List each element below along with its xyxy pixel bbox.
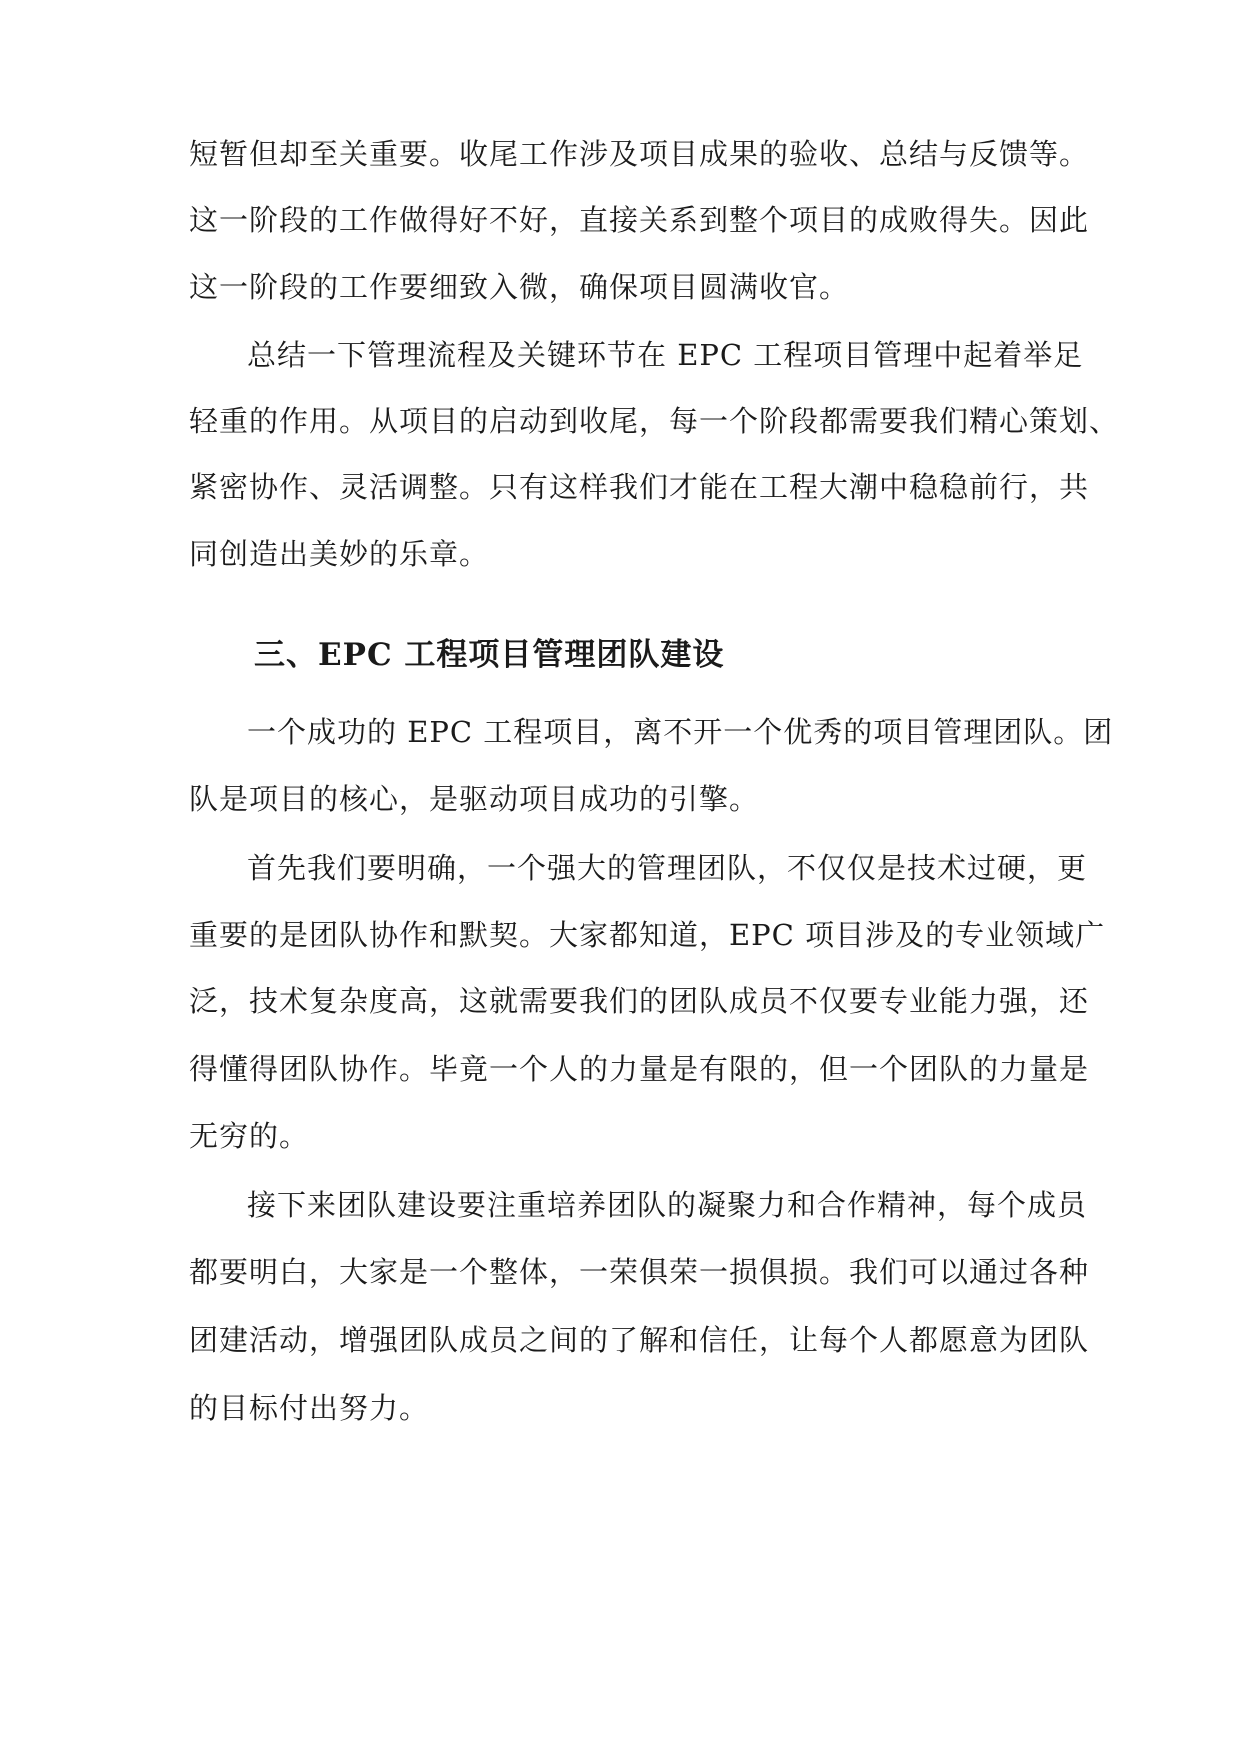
paragraph-line: 轻重的作用。从项目的启动到收尾，每一个阶段都需要我们精心策划、 xyxy=(189,404,1120,438)
paragraph-line: 都要明白，大家是一个整体，一荣俱荣一损俱损。我们可以通过各种 xyxy=(189,1255,1090,1289)
section-heading: 三、EPC 工程项目管理团队建设 xyxy=(254,637,725,673)
paragraph-line: 泛，技术复杂度高，这就需要我们的团队成员不仅要专业能力强，还 xyxy=(189,984,1090,1018)
paragraph-line: 接下来团队建设要注重培养团队的凝聚力和合作精神，每个成员 xyxy=(247,1188,1088,1222)
paragraph-line: 紧密协作、灵活调整。只有这样我们才能在工程大潮中稳稳前行，共 xyxy=(189,470,1090,504)
paragraph-line: 得懂得团队协作。毕竟一个人的力量是有限的，但一个团队的力量是 xyxy=(189,1052,1090,1086)
paragraph-line: 这一阶段的工作做得好不好，直接关系到整个项目的成败得失。因此 xyxy=(189,203,1090,237)
paragraph-line: 同创造出美妙的乐章。 xyxy=(189,537,490,571)
paragraph-line: 总结一下管理流程及关键环节在 EPC 工程项目管理中起着举足 xyxy=(247,338,1084,372)
paragraph-line: 首先我们要明确，一个强大的管理团队，不仅仅是技术过硬，更 xyxy=(247,851,1088,885)
paragraph-line: 队是项目的核心，是驱动项目成功的引擎。 xyxy=(189,782,760,816)
paragraph-line: 的目标付出努力。 xyxy=(189,1391,430,1425)
paragraph-line: 短暂但却至关重要。收尾工作涉及项目成果的验收、总结与反馈等。 xyxy=(189,137,1090,171)
paragraph-line: 一个成功的 EPC 工程项目，离不开一个优秀的项目管理团队。团 xyxy=(247,715,1114,749)
paragraph-line: 这一阶段的工作要细致入微，确保项目圆满收官。 xyxy=(189,270,850,304)
paragraph-line: 无穷的。 xyxy=(189,1119,310,1153)
paragraph-line: 重要的是团队协作和默契。大家都知道，EPC 项目涉及的专业领域广 xyxy=(189,918,1106,952)
paragraph-line: 团建活动，增强团队成员之间的了解和信任，让每个人都愿意为团队 xyxy=(189,1323,1090,1357)
